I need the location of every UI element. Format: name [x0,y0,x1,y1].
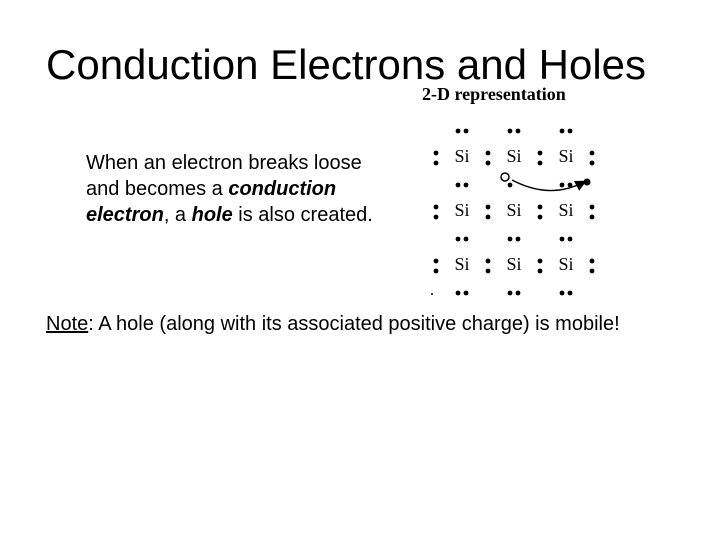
bond-electron-pair [538,259,543,264]
bond-electron-pair [568,291,573,296]
bond-electron-pair [486,215,491,220]
bond-electron-pair [538,161,543,166]
bond-electron-pair [434,215,439,220]
bond-electron-pair [590,161,595,166]
explanation-text [86,150,376,228]
conduction-electron [584,179,591,186]
electron-movement-arrow [512,180,584,191]
note-text: : A hole (along with its associated positive charge) is mobile! [88,313,620,335]
si-atom-label: Si [506,254,522,275]
bond-electron-pair [486,259,491,264]
bond-electron-pair [516,129,521,134]
bond-electron-pair [590,205,595,210]
slide-title: Conduction Electrons and Holes [46,41,647,88]
si-atom-label: Si [506,200,522,221]
bond-electron-pair [456,183,461,188]
bond-electron-pair [590,259,595,264]
bond-electron-pair [568,129,573,134]
bond-electron-pair [486,161,491,166]
si-atom-label: Si [454,254,470,275]
term-hole: hole [191,204,233,226]
bond-electron-pair [538,215,543,220]
si-atom-label: Si [454,146,470,167]
broken-bond-electron [508,183,513,188]
bond-electron-pair [464,183,469,188]
bond-electron-pair [434,205,439,210]
bond-electron-pair [456,237,461,242]
bond-electron-pair [560,183,565,188]
bond-electron-pair [508,291,513,296]
bond-electron-pair [434,151,439,156]
bond-electron-pair [508,237,513,242]
bond-electron-pair [434,269,439,274]
term-conduction-electron: conduction electron [86,178,337,226]
bond-electron-pair [434,259,439,264]
bond-electron-pair [560,237,565,242]
bond-electron-pair [590,269,595,274]
bond-electron-pair [456,129,461,134]
lattice-atoms [454,146,573,274]
bond-electron-pair [486,151,491,156]
diagram-subtitle: 2-D representation [422,84,566,104]
bond-electron-pair [590,151,595,156]
bond-electron-pair [464,129,469,134]
si-atom-label: Si [454,200,470,221]
hole-marker [501,173,509,181]
silicon-lattice-diagram [410,110,610,300]
bond-electron-pair [560,129,565,134]
si-atom-label: Si [506,146,522,167]
bond-electron-pair [508,129,513,134]
bond-electron-pair [538,269,543,274]
bond-electron-pair [568,237,573,242]
si-atom-label: Si [558,254,574,275]
stray-dot [431,293,433,295]
bond-electron-pair [486,269,491,274]
si-atom-label: Si [558,146,574,167]
explanation-part-3: is also created. [232,204,373,226]
si-atom-label: Si [558,200,574,221]
bond-electron-pair [560,291,565,296]
bond-electron-pair [590,215,595,220]
note-line [46,313,620,336]
bond-electron-pair [538,151,543,156]
explanation-part-2: , a [163,204,192,226]
bond-electron-pair [516,291,521,296]
explanation-part-1: When an electron breaks loose and becomes a [86,152,362,200]
bond-electron-pair [464,237,469,242]
bond-electron-pair [456,291,461,296]
note-label: Note [46,313,89,335]
bond-electron-pair [434,161,439,166]
bond-electron-pair [538,205,543,210]
bond-electron-pair [516,237,521,242]
bond-electron-pair [486,205,491,210]
bond-electron-pair [464,291,469,296]
